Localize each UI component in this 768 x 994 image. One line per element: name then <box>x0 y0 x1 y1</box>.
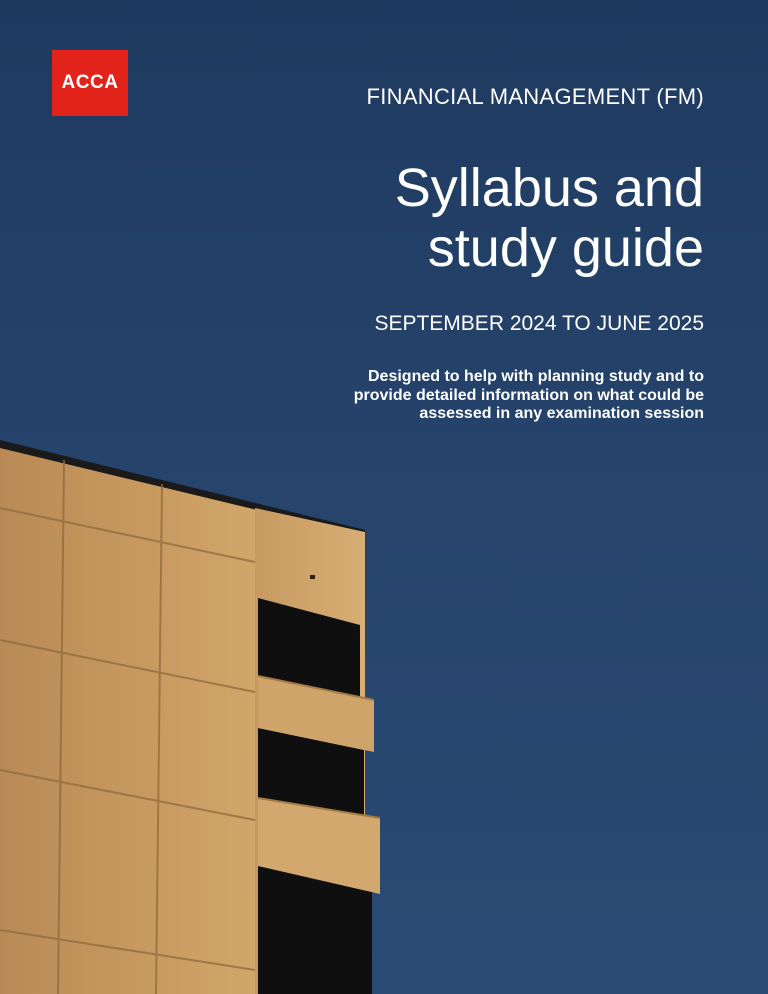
description <box>354 368 704 424</box>
description-line-3: assessed in any examination session <box>419 405 704 422</box>
title-line-1: Syllabus and <box>394 158 704 218</box>
logo-text: ACCA <box>61 72 119 93</box>
subject-title: FINANCIAL MANAGEMENT (FM) <box>366 84 704 109</box>
description-line-1: Designed to help with planning study and to <box>368 368 704 385</box>
page-title <box>395 158 704 278</box>
acca-logo <box>52 50 128 116</box>
title-line-2: study guide <box>427 218 704 278</box>
date-range: SEPTEMBER 2024 TO JUNE 2025 <box>374 312 704 335</box>
description-line-2: provide detailed information on what could be <box>353 386 704 404</box>
